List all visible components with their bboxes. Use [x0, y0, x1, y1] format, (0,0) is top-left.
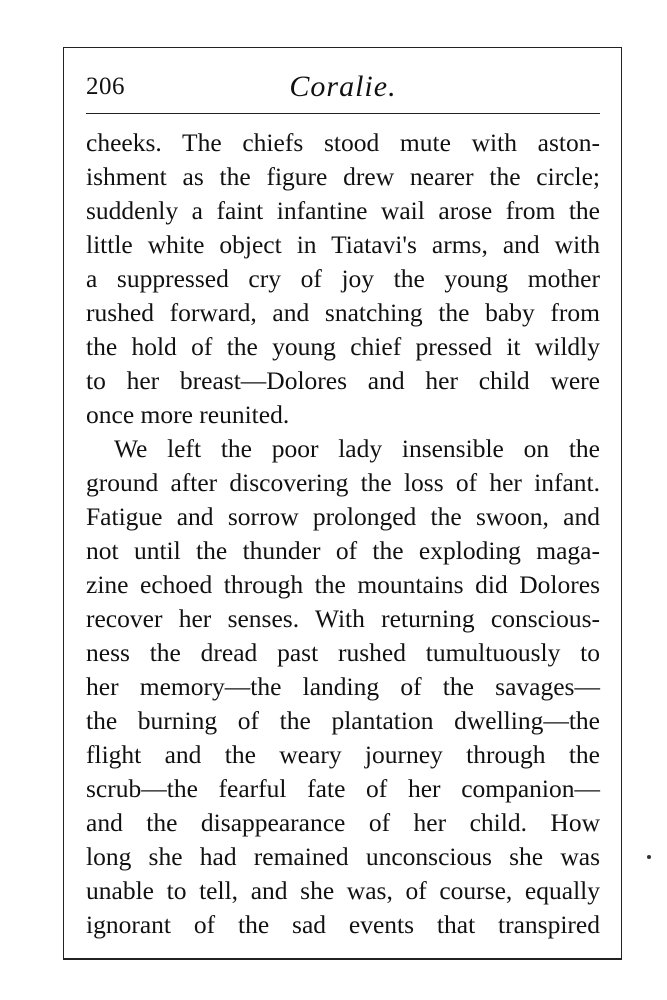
text-line: the hold of the young chief pressed it wildly [86, 332, 600, 361]
header-rule [86, 113, 600, 114]
text-line: ground after discovering the loss of her infant. [86, 468, 600, 497]
page-number: 206 [86, 73, 125, 100]
text-line: unable to tell, and she was, of course, equally [86, 876, 600, 905]
text-line: recover her senses. With returning conscious- [86, 604, 600, 633]
text-line: We left the poor lady insensible on the [114, 434, 600, 463]
text-line: scrub—the fearful fate of her companion— [86, 774, 600, 803]
text-line: rushed forward, and snatching the baby from [86, 298, 600, 327]
text-line: her memory—the landing of the savages— [86, 672, 600, 701]
text-line: to her breast—Dolores and her child were [86, 366, 600, 395]
text-line: suddenly a faint infantine wail arose from the [86, 196, 600, 225]
text-line: not until the thunder of the exploding maga- [86, 536, 600, 565]
text-line: ness the dread past rushed tumultuously to [86, 638, 600, 667]
text-line: cheeks. The chiefs stood mute with aston- [86, 128, 600, 157]
text-line: zine echoed through the mountains did Dolores [86, 570, 600, 599]
body-text [86, 126, 600, 942]
text-line: flight and the weary journey through the [86, 740, 600, 769]
running-header [86, 70, 600, 110]
ink-speck [647, 855, 651, 859]
text-line: and the disappearance of her child. How [86, 808, 600, 837]
text-line: a suppressed cry of joy the young mother [86, 264, 600, 293]
paragraph [86, 432, 600, 942]
text-line: once more reunited. [86, 400, 290, 429]
text-line: long she had remained unconscious she was [86, 842, 600, 871]
text-line: ishment as the figure drew nearer the circle; [86, 162, 600, 191]
text-line: ignorant of the sad events that transpired [86, 910, 600, 939]
running-title: Coralie. [289, 70, 397, 103]
text-line: little white object in Tiatavi's arms, and with [86, 230, 600, 259]
text-line: Fatigue and sorrow prolonged the swoon, and [86, 502, 600, 531]
text-line: the burning of the plantation dwelling—the [86, 706, 600, 735]
paragraph [86, 126, 600, 432]
